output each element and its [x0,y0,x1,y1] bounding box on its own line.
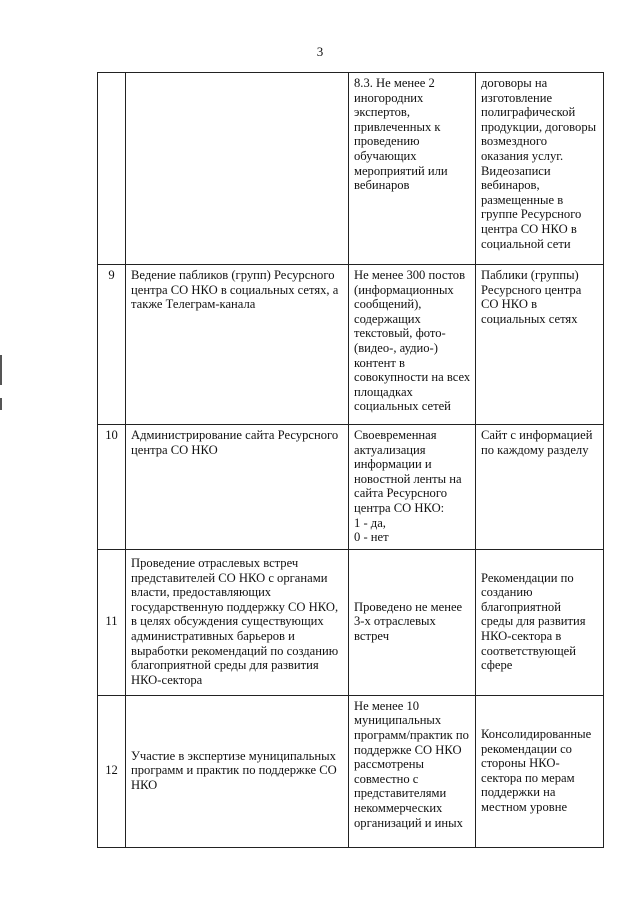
evidence-cell-line: СО НКО в [481,297,538,312]
activity-cell [126,425,349,550]
evidence-cell [476,425,604,550]
evidence-cell-line: Консолидированные [481,726,592,741]
evidence-cell [476,695,604,847]
indicator-cell-line: 1 - да, [354,515,386,530]
evidence-cell-line: сфере [481,658,513,673]
activity-cell-line: власти, предоставляющих [131,585,272,600]
evidence-cell-line: соответствующей [481,643,576,658]
evidence-cell-line: социальной сети [481,236,571,251]
indicator-cell-line: сайта Ресурсного [354,486,448,501]
evidence-cell-line: местном уровне [481,799,568,814]
evidence-cell-line: сектора по мерам [481,770,575,785]
scan-edge-mark [0,398,2,410]
indicator-cell-line: центра СО НКО: [354,500,445,515]
evidence-cell-line: продукции, договоры [481,119,597,134]
evidence-cell-line: Сайт с информацией [481,428,593,442]
evidence-cell-line: договоры на [481,76,548,90]
indicator-cell [349,549,476,695]
table-row [98,549,604,695]
evidence-cell-line: полиграфической [481,105,576,120]
row-number [98,73,126,265]
indicator-cell [349,695,476,847]
evidence-cell-line: оказания услуг. [481,148,564,163]
activity-cell [126,265,349,425]
activity-cell-line: также Телеграм-канала [131,297,256,312]
indicator-cell-line: площадках [354,384,413,399]
evidence-cell-line: Ресурсного центра [481,282,582,297]
indicator-cell-line: социальных сетей [354,399,451,414]
indicator-cell-line: мероприятий или [354,163,448,178]
evidence-cell [476,73,604,265]
indicator-cell-line: Не менее 300 постов [354,268,466,282]
indicator-cell-line: проведению [354,134,420,149]
row-number: 11 [98,549,126,695]
evidence-cell-line: поддержки на [481,785,556,800]
indicator-cell [349,265,476,425]
indicator-cell-line: программ/практик по [354,727,469,742]
evidence-cell-line: возмездного [481,134,548,149]
evidence-cell-line: по каждому разделу [481,442,589,457]
activity-cell [126,549,349,695]
indicator-cell-line: 8.3. Не менее 2 [354,76,435,90]
indicator-cell-line: (видео-, аудио-) [354,340,438,355]
page-number: 3 [316,44,324,59]
activity-cell [126,73,349,265]
evidence-cell-line: НКО-сектора в [481,629,562,644]
table-row [98,73,604,265]
indicator-cell-line: совместно с [354,771,419,786]
table-row [98,265,604,425]
indicator-cell-line: Своевременная [354,428,437,442]
indicator-cell-line: привлеченных к [354,119,441,134]
evidence-cell [476,549,604,695]
indicator-cell-line: вебинаров [354,178,410,193]
activity-cell [126,695,349,847]
indicator-cell-line: представителями [354,786,447,801]
activities-table [97,72,604,848]
evidence-cell [476,265,604,425]
activity-cell-line: Ведение пабликов (групп) Ресурсного [131,268,335,282]
evidence-cell-line: Видеозаписи [481,163,551,178]
activity-cell-line: центра СО НКО в социальных сетях, а [131,282,339,297]
activity-cell-line: выработки рекомендаций по созданию [131,643,339,658]
activity-cell-line: центра СО НКО [131,442,218,457]
activity-cell-line: Участие в экспертизе муниципальных [131,748,336,763]
indicator-cell-line: актуализация [354,442,426,457]
evidence-cell-line: центра СО НКО в [481,221,577,236]
activity-cell-line: НКО-сектора [131,672,203,687]
activity-cell-line: Администрирование сайта Ресурсного [131,428,339,442]
evidence-cell-line: размещенные в [481,192,564,207]
indicator-cell-line: поддержке СО НКО [354,742,462,757]
activity-cell-line: представителей СО НКО с органами [131,570,328,585]
indicator-cell-line: рассмотрены [354,757,424,772]
activity-cell-line: Проведение отраслевых встреч [131,556,299,571]
table-row [98,425,604,550]
row-number: 12 [98,695,126,847]
indicator-cell-line: 3-х отраслевых [354,614,436,629]
activity-cell-line: государственную поддержку СО НКО, [131,599,339,614]
evidence-cell-line: Паблики (группы) [481,268,579,282]
evidence-cell-line: социальных сетях [481,311,578,326]
indicator-cell-line: иногородних [354,90,424,105]
evidence-cell-line: среды для развития [481,614,586,629]
indicator-cell-line: новостной ленты на [354,471,462,486]
evidence-cell-line: группе Ресурсного [481,207,582,222]
evidence-cell-line: созданию [481,585,533,600]
indicator-cell-line: обучающих [354,148,417,163]
table-row [98,695,604,847]
indicator-cell-line: некоммерческих [354,800,443,815]
indicator-cell-line: информации и [354,457,432,472]
indicator-cell-line: (информационных [354,282,454,297]
indicator-cell-line: контент в [354,355,405,370]
activity-cell-line: административных барьеров и [131,629,295,644]
indicator-cell [349,425,476,550]
indicator-cell-line: организаций и иных [354,815,463,830]
indicator-cell-line: муниципальных [354,713,442,728]
indicator-cell-line: содержащих [354,311,421,326]
row-number: 10 [98,425,126,550]
activity-cell-line: в целях обсуждения существующих [131,614,324,629]
activity-cell-line: НКО [131,778,158,793]
indicator-cell-line: Не менее 10 [354,698,420,713]
indicator-cell-line: 0 - нет [354,530,389,545]
evidence-cell-line: стороны НКО- [481,756,560,771]
indicator-cell [349,73,476,265]
activity-cell-line: благоприятной среды для развития [131,658,319,673]
scan-edge-mark [0,355,2,385]
evidence-cell-line: вебинаров, [481,178,540,193]
evidence-cell-line: благоприятной [481,599,561,614]
evidence-cell-line: изготовление [481,90,553,105]
evidence-cell-line: рекомендации со [481,741,572,756]
indicator-cell-line: экспертов, [354,105,410,120]
indicator-cell-line: встреч [354,629,390,644]
activity-cell-line: программ и практик по поддержке СО [131,763,337,778]
indicator-cell-line: совокупности на всех [354,370,471,385]
indicator-cell-line: сообщений), [354,297,422,312]
evidence-cell-line: Рекомендации по [481,570,574,585]
indicator-cell-line: текстовый, фото- [354,326,446,341]
indicator-cell-line: Проведено не менее [354,599,463,614]
row-number: 9 [98,265,126,425]
